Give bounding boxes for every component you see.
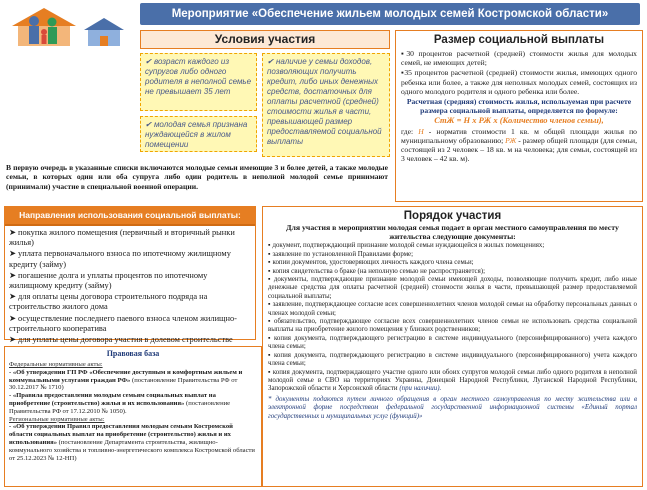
document-item: ▪ обязательство, подтверждающее согласие всех совершеннолетних членов семьи не использовать средства социальной выплаты на приобретение жилого помещения у близких родственников; (268, 318, 637, 334)
directions-list (5, 226, 255, 348)
square-bullet-icon: ▪ (401, 49, 407, 58)
document-item: ▪ копия документа, подтверждающего участие одного или обоих супругов молодой семьи либо одного родителя в неполной молодой семье в СВО на территориях Украины, Донецкой Народной Республики, Луганской Народной Республики, Запорожской области и Херсонской области (при наличии). (268, 368, 637, 393)
conditions-title: Условия участия (140, 30, 390, 49)
square-bullet-icon: ▪ (268, 318, 272, 326)
direction-item: ➤ уплата первоначального взноса по ипотечному жилищному кредиту (займу) (9, 249, 231, 269)
page-title: Мероприятие «Обеспечение жильем молодых семей Костромской области» (140, 3, 640, 25)
directions-section (4, 206, 256, 345)
legal-federal-act: - «Правила предоставления молодым семьям социальных выплат на приобретение (строительство) жилья и их использования» (постановление Правительства РФ от 17.12.2010 № 1050). (9, 392, 231, 415)
square-bullet-icon: ▪ (268, 351, 272, 359)
document-item: ▪ заявление по установленной Правилами форме; (268, 250, 414, 258)
document-item: ▪ копии документов, удостоверяющих личность каждого члена семьи; (268, 259, 474, 267)
direction-item: ➤ осуществление последнего паевого взноса членом жилищно-строительного кооператива (9, 313, 237, 333)
check-mark-icon: ➤ (9, 335, 17, 345)
document-item: ▪ заявление, подтверждающее согласие всех совершеннолетних членов молодой семьи на обработку персональных данных о членах молодой семьи; (268, 301, 637, 317)
condition-need: ✔ молодая семья признана нуждающейся в жилом помещении (140, 116, 257, 152)
legal-regional-act: - «Об утверждении Правил предоставления молодым семьям Костромской области социальных выплат на приобретение (строительство) жилья и их использования» (постановление Департамента строительства, жилищно-коммунального хозяйства и топливно-энергетического комплекса Костромской области от 25.12.2023 № 12-НП) (9, 423, 255, 462)
payout-formula: СтЖ = Н х РЖ х (Количество членов семьи), (434, 115, 604, 126)
square-bullet-icon: ▪ (268, 242, 271, 250)
document-item: ▪ документ, подтверждающий признание молодой семьи нуждающейся в жилых помещениях; (268, 242, 545, 250)
direction-item: ➤ погашение долга и уплаты процентов по ипотечному жилищному кредиту (займу) (9, 270, 208, 291)
direction-item: ➤ для уплаты цены договора участия в долевом строительстве (9, 335, 233, 345)
order-subtitle: Для участия в мероприятии молодая семья подает в орган местного самоуправления по месту жительства следующие документы: (286, 223, 619, 242)
square-bullet-icon: ▪ (268, 259, 271, 267)
family-house-icon (4, 4, 134, 48)
payout-title: Размер социальной выплаты (433, 34, 605, 46)
check-mark-icon: ➤ (9, 228, 17, 237)
check-mark-icon: ✔ (267, 57, 276, 66)
payout-item: ▪35 процентов расчетной (средней) стоимости жилья, имеющих одного ребенка или более, а также для неполных молодых семей, состоящих из одного молодого родителя и одного ребенка или более. (401, 68, 637, 96)
condition-age: ✔ возраст каждого из супругов либо одного родителя в неполной семье не превышает 35 лет (140, 53, 257, 111)
square-bullet-icon: ▪ (268, 276, 272, 284)
document-item: ▪ копия свидетельства о браке (на неполную семью не распространяется); (268, 267, 485, 275)
direction-item: ➤ покупка жилого помещения (первичный и вторичный рынки жилья) (9, 228, 235, 248)
priority-note: В первую очередь в указанные списки включаются молодые семьи имеющие 3 и более детей, а также молодые семьи, в которых один или оба супруга либо один родитель в неполной молодой семье принимают (принимали) участие в специальной военной операции. (6, 163, 388, 191)
legal-section (4, 346, 262, 487)
check-mark-icon: ➤ (9, 313, 17, 323)
legal-regional-label: Региональные нормативные акты: (9, 415, 105, 423)
check-mark-icon: ➤ (9, 249, 17, 259)
square-bullet-icon: ▪ (401, 68, 405, 78)
document-item: ▪ копия документа, подтверждающего регистрацию в системе индивидуального (персонифицированного) учета каждого члена семьи; (268, 334, 637, 351)
condition-income: ✔ наличие у семьи доходов, позволяющих получить кредит, либо иных денежных средств, достаточных для оплаты расчетной (средней) стоимости жилья в части, превышающей размер предоставляемой социальной выплаты (262, 53, 390, 157)
order-section (262, 206, 643, 487)
document-item: ▪ копия документа, подтверждающего регистрацию в системе индивидуального (персонифицированного) учета каждого члена семьи; (268, 351, 637, 368)
square-bullet-icon: ▪ (268, 301, 271, 309)
check-mark-icon: ➤ (9, 270, 17, 280)
check-mark-icon: ✔ (145, 57, 154, 66)
legal-federal-label: Федеральные нормативные акты: (9, 361, 103, 368)
payout-formula-intro: Расчетная (средняя) стоимость жилья, используемая при расчете размера социальной выплаты, определяется по формуле: (406, 97, 632, 116)
check-mark-icon: ➤ (9, 292, 17, 302)
direction-item: ➤ для оплаты цены договора строительного подряда на строительство жилого дома (9, 292, 208, 312)
directions-title: Направления использования социальной выплаты: (5, 207, 255, 226)
document-item: ▪ документы, подтверждающие признание молодой семьи имеющей доходы, позволяющие получить кредит, либо иные денежные средства для оплаты расчетной (средней) стоимости жилья в части, превышающей размер предоставляемой социальной выплаты; (268, 276, 637, 300)
order-footnote: * документы подаются путем личного обращения в орган местного самоуправления по месту жительства или в электронной форме посредством федеральной государственной информационной системы «Единый портал государственных и муниципальных услуг (функций)» (268, 395, 637, 420)
square-bullet-icon: ▪ (268, 334, 272, 342)
legal-title: Правовая база (106, 349, 160, 358)
order-title: Порядок участия (403, 210, 502, 222)
square-bullet-icon: ▪ (268, 267, 271, 275)
legal-federal-act: - «Об утверждении ГП РФ «Обеспечение доступным и комфортным жильем и коммунальными услугами граждан РФ» (постановление Правительства РФ от 30.12.2017 № 1710) (9, 368, 243, 392)
square-bullet-icon: ▪ (268, 368, 271, 376)
payout-section (395, 30, 643, 202)
payout-formula-note: где: Н - норматив стоимости 1 кв. м общей площади жилья по муниципальному образованию; РЖ - размер общей площади (для семьи, состоящей из 2 человек – 18 кв. м на человека; для семьи, состоящей из 3 человек – 42 кв. м). (401, 126, 637, 164)
check-mark-icon: ✔ (145, 120, 154, 129)
payout-item: ▪30 процентов расчетной (средней) стоимости жилья для молодых семей, не имеющих детей; (401, 49, 637, 68)
square-bullet-icon: ▪ (268, 250, 271, 258)
